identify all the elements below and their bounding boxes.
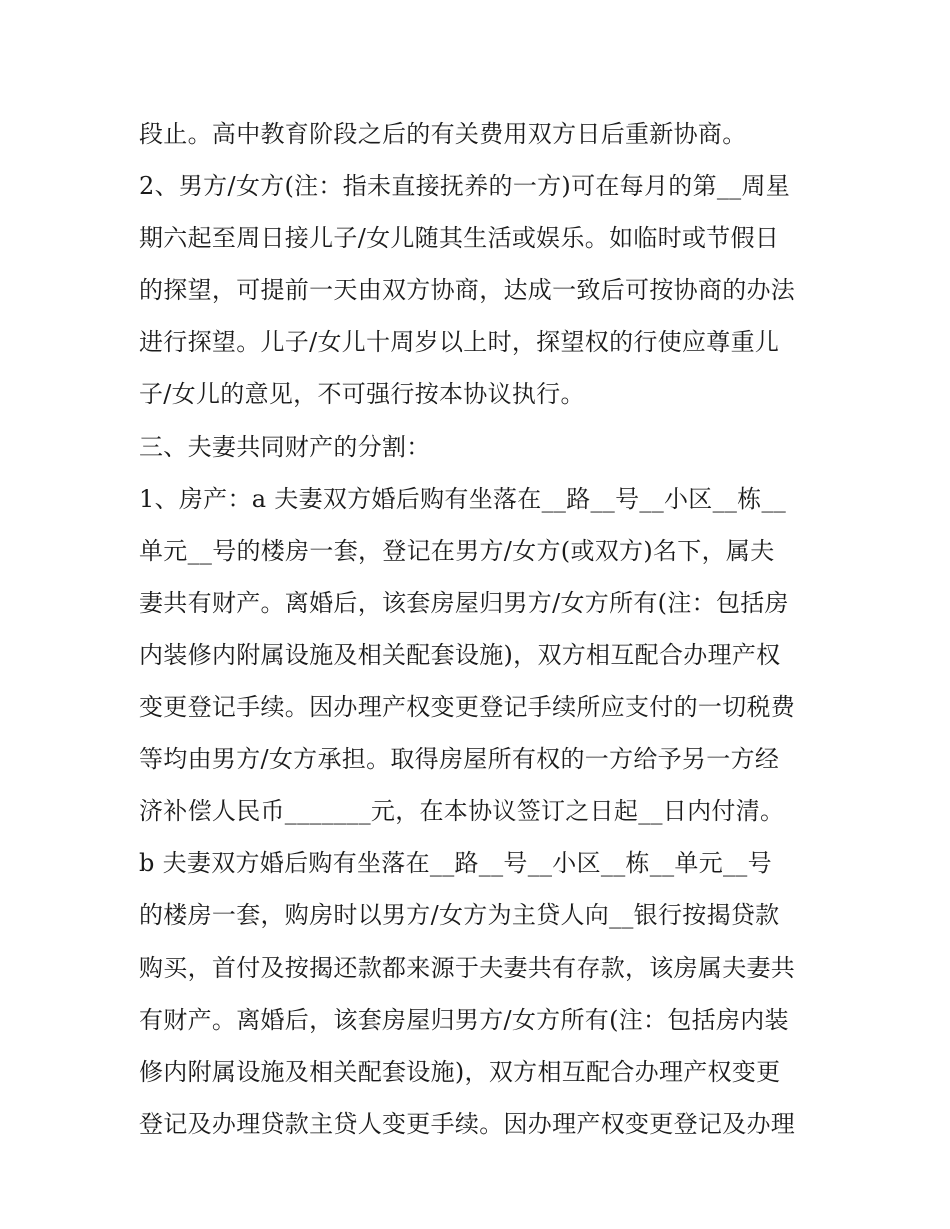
- text-line-19: 修内附属设施及相关配套设施)，双方相互配合办理产权变更: [139, 1057, 781, 1086]
- text-line-20: 登记及办理贷款主贷人变更手续。因办理产权变更登记及办理: [139, 1109, 796, 1138]
- text-line-14: 济补偿人民币_______元，在本协议签订之日起__日内付清。: [139, 797, 785, 826]
- text-line-16: 的楼房一套，购房时以男方/女方为主贷人向__银行按揭贷款: [139, 901, 780, 930]
- text-line-11: 内装修内附属设施及相关配套设施)，双方相互配合办理产权: [139, 640, 781, 669]
- text-line-17: 购买，首付及按揭还款都来源于夫妻共有存款，该房属夫妻共: [139, 953, 796, 982]
- text-line-15: b 夫妻双方婚后购有坐落在__路__号__小区__栋__单元__号: [139, 849, 772, 878]
- text-line-13: 等均由男方/女方承担。取得房屋所有权的一方给予另一方经: [139, 745, 780, 774]
- text-line-9: 单元__号的楼房一套，登记在男方/女方(或双方)名下，属夫: [139, 536, 775, 565]
- text-line-3: 期六起至周日接儿子/女儿随其生活或娱乐。如临时或节假日: [139, 224, 780, 253]
- text-line-10: 妻共有财产。离婚后，该套房屋归男方/女方所有(注：包括房: [139, 588, 789, 617]
- section-heading-property-division: 三、夫妻共同财产的分割：: [139, 432, 431, 461]
- text-line-2: 2、男方/女方(注：指未直接抚养的一方)可在每月的第__周星: [139, 172, 791, 201]
- text-line-4: 的探望，可提前一天由双方协商，达成一致后可按协商的办法: [139, 276, 796, 305]
- document-body: [139, 108, 829, 1150]
- text-line-18: 有财产。离婚后，该套房屋归男方/女方所有(注：包括房内装: [139, 1005, 789, 1034]
- text-line-8: 1、房产：a 夫妻双方婚后购有坐落在__路__号__小区__栋__: [139, 484, 787, 513]
- text-line-1: 段止。高中教育阶段之后的有关费用双方日后重新协商。: [139, 120, 747, 148]
- text-line-12: 变更登记手续。因办理产权变更登记手续所应支付的一切税费: [139, 693, 796, 722]
- text-line-5: 进行探望。儿子/女儿十周岁以上时，探望权的行使应尊重儿: [139, 328, 780, 357]
- text-line-6: 子/女儿的意见，不可强行按本协议执行。: [139, 380, 585, 409]
